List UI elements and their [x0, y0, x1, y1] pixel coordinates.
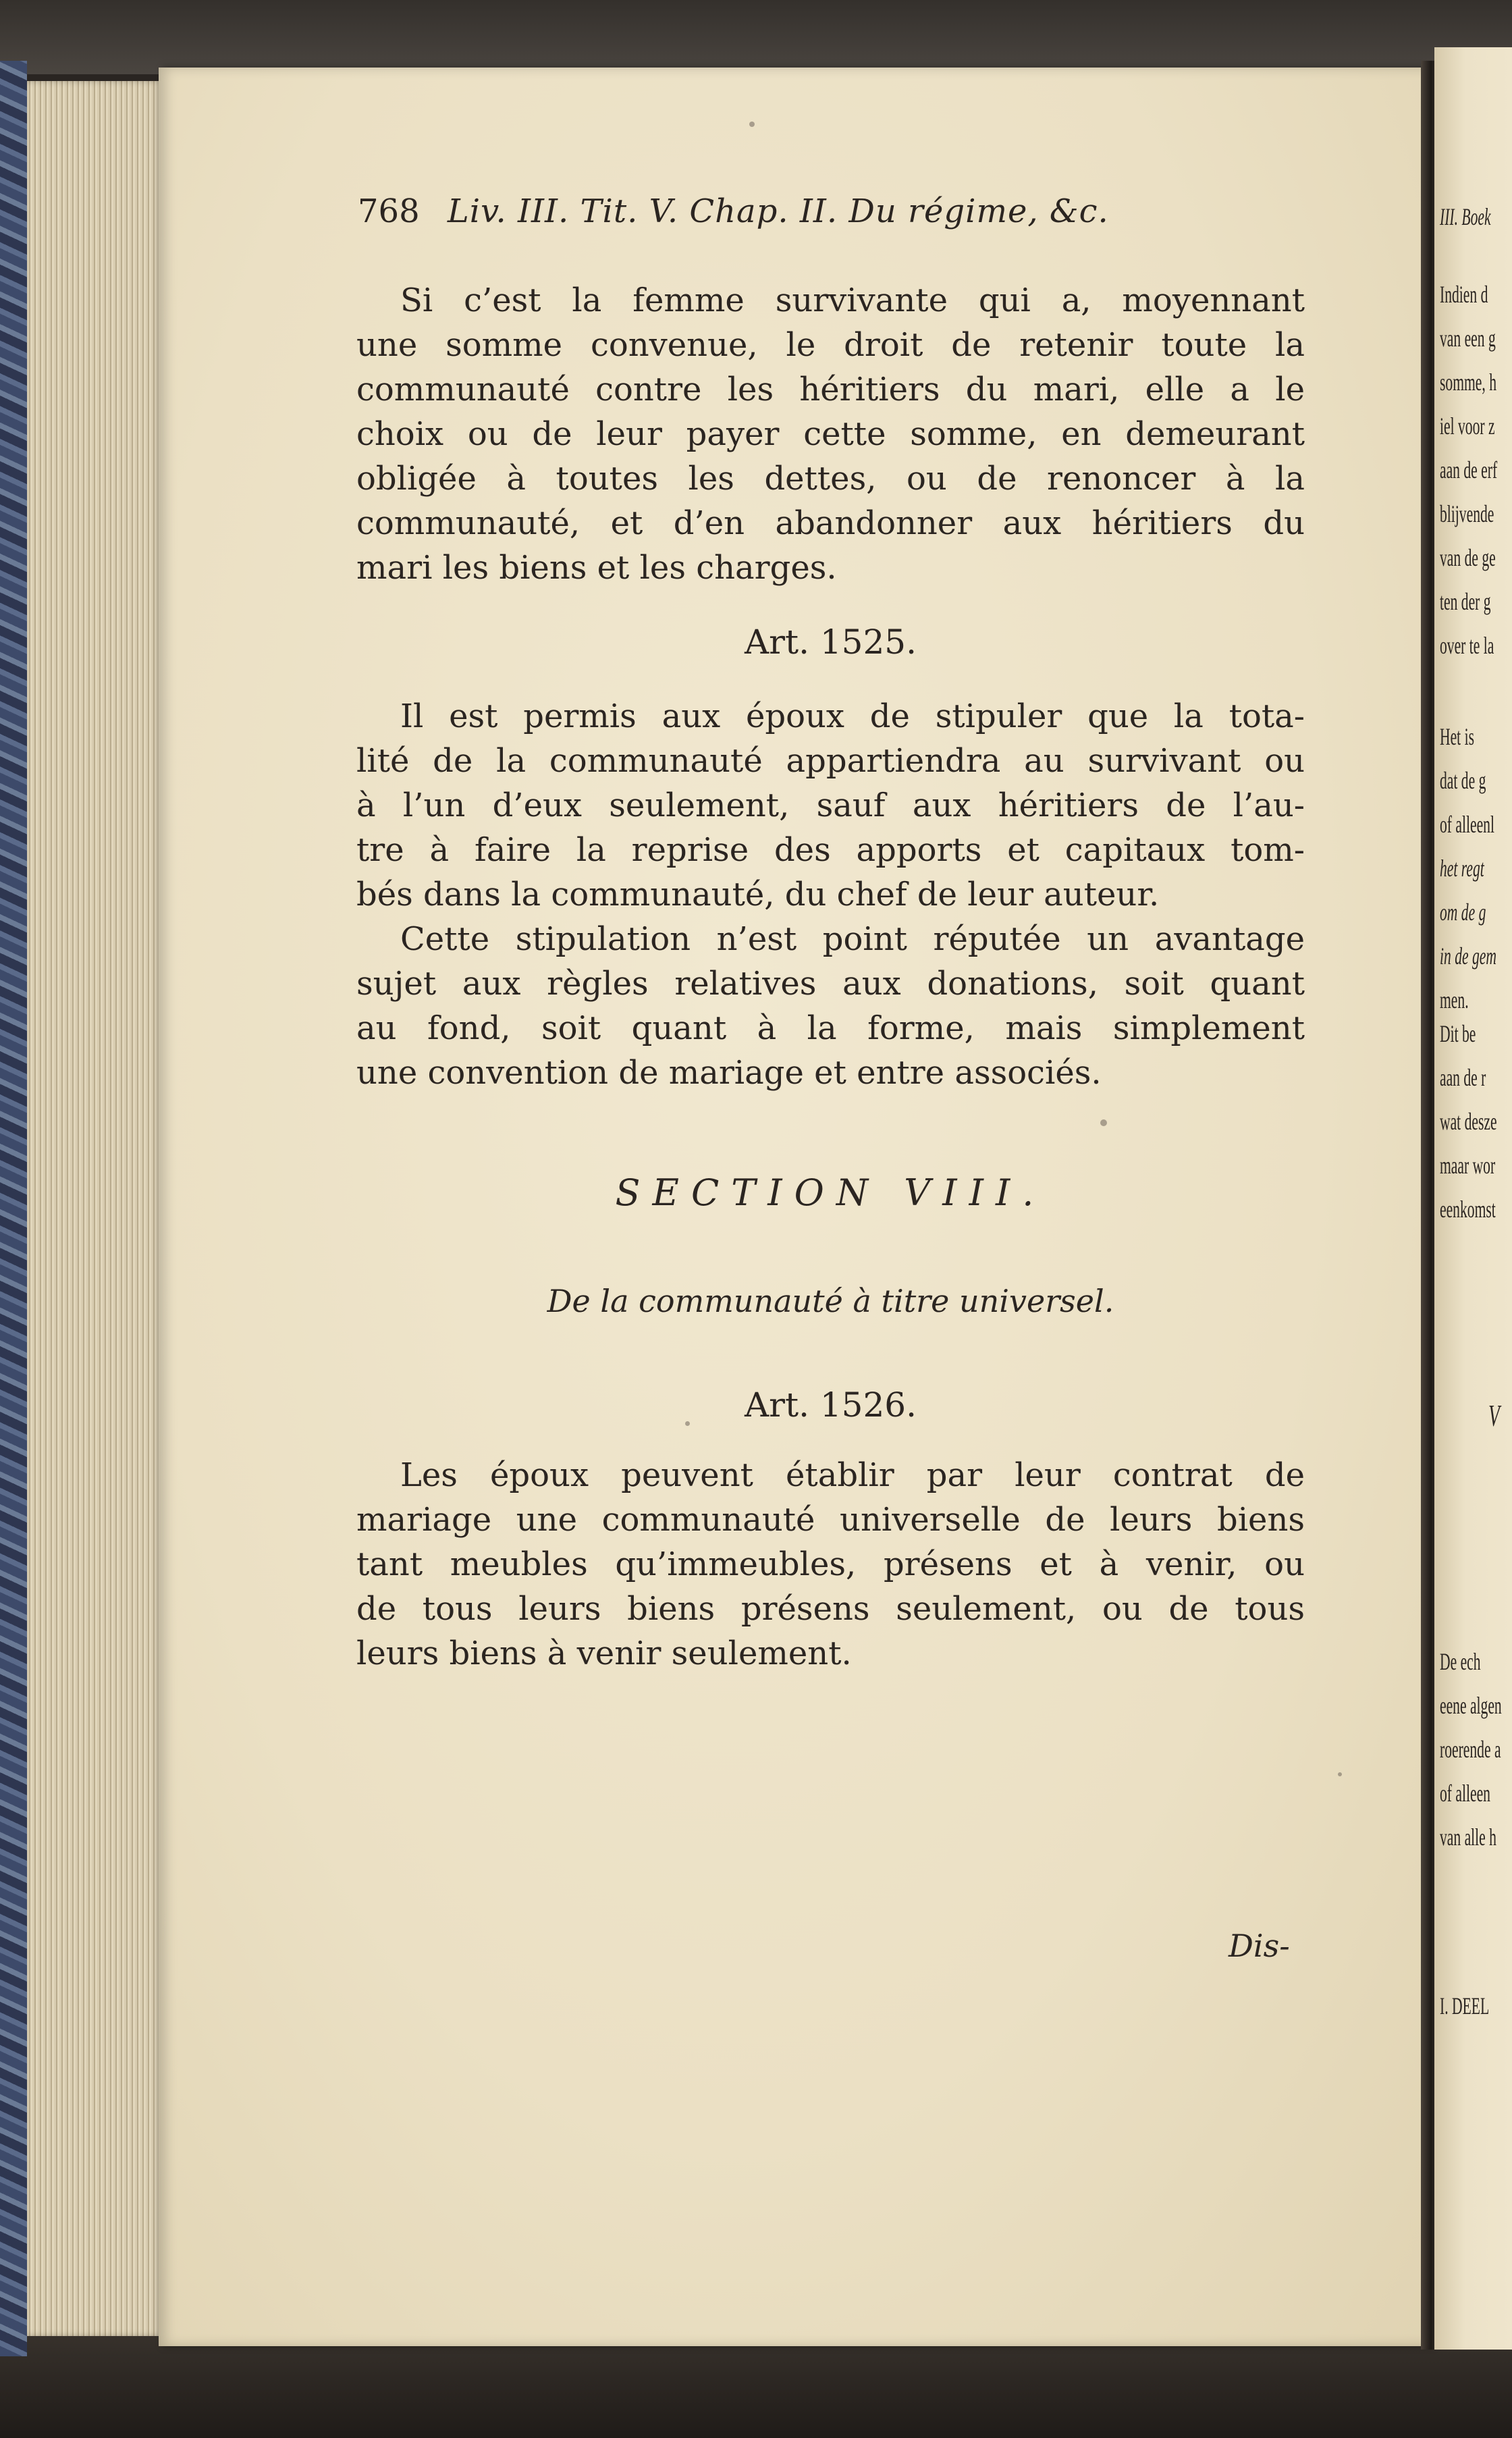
facing-page-line: Indien d: [1440, 281, 1488, 308]
facing-page: [1434, 47, 1512, 2350]
facing-page-line: of alleenl: [1440, 811, 1494, 838]
facing-page-line: maar wor: [1440, 1152, 1496, 1179]
facing-page-line: van de ge: [1440, 544, 1496, 571]
text-line: de tous leurs biens présens seulement, ou de tous: [356, 1590, 1305, 1628]
facing-page-line: wat desze: [1440, 1108, 1497, 1135]
text-line: communauté, et d’en abandonner aux héritiers du: [356, 504, 1305, 542]
facing-page-line: over te la: [1440, 632, 1494, 659]
text-line: Cette stipulation n’est point réputée un avantage: [400, 920, 1305, 958]
text-line: mari les biens et les charges.: [356, 549, 837, 587]
facing-page-header: III. Boek: [1440, 203, 1491, 230]
facing-page-line: in de gem: [1440, 943, 1496, 970]
facing-page-line: men.: [1440, 986, 1469, 1013]
text-line: au fond, soit quant à la forme, mais simplement: [356, 1009, 1305, 1047]
text-line: à l’un d’eux seulement, sauf aux héritiers de l’au-: [356, 787, 1305, 824]
facing-page-line: aan de r: [1440, 1064, 1486, 1091]
facing-page-line: De ech: [1440, 1648, 1481, 1675]
page-number: 768: [358, 192, 420, 230]
text-line: une convention de mariage et entre associés.: [356, 1054, 1102, 1092]
facing-page-line: iel voor z: [1440, 413, 1495, 440]
text-line: communauté contre les héritiers du mari, elle a le: [356, 371, 1305, 408]
text-line: Si c’est la femme survivante qui a, moyennant: [400, 282, 1305, 319]
text-line: obligée à toutes les dettes, ou de renoncer à la: [356, 460, 1305, 498]
text-line: tant meubles qu’immeubles, présens et à venir, ou: [356, 1545, 1305, 1583]
text-line: leurs biens à venir seulement.: [356, 1635, 852, 1672]
page-edges: [27, 81, 162, 2336]
section-title: SECTION VIII.: [615, 1171, 1046, 1214]
paper-speck: [1100, 1119, 1107, 1126]
facing-page-line: van alle h: [1440, 1824, 1496, 1851]
facing-page-line: blijvende: [1440, 500, 1494, 527]
text-line: tre à faire la reprise des apports et capitaux tom-: [356, 831, 1305, 869]
text-line: mariage une communauté universelle de leurs biens: [356, 1501, 1305, 1539]
article-heading: Art. 1525.: [744, 622, 917, 662]
facing-page-line: aan de erf: [1440, 456, 1498, 483]
facing-page-section: V: [1488, 1398, 1500, 1433]
facing-page-line: dat de g: [1440, 767, 1486, 794]
backdrop-top: [0, 0, 1512, 74]
text-line: choix ou de leur payer cette somme, en demeurant: [356, 415, 1305, 453]
text-line: sujet aux règles relatives aux donations, soit quant: [356, 965, 1305, 1003]
catchword: Dis-: [1228, 1928, 1290, 1964]
text-line: Il est permis aux époux de stipuler que la tota-: [400, 697, 1305, 735]
facing-page-line: somme, h: [1440, 369, 1496, 396]
article-heading: Art. 1526.: [744, 1385, 917, 1425]
text-line: bés dans la communauté, du chef de leur auteur.: [356, 876, 1160, 913]
marbled-cover-edge: [0, 61, 27, 2356]
facing-page-line: ten der g: [1440, 588, 1491, 615]
text-line: une somme convenue, le droit de retenir toute la: [356, 326, 1305, 364]
facing-page-line: eenkomst: [1440, 1196, 1496, 1223]
facing-page-line: eene algen: [1440, 1692, 1502, 1719]
facing-page-line: om de g: [1440, 899, 1486, 926]
facing-page-line: Dit be: [1440, 1020, 1476, 1047]
paper-speck: [749, 122, 755, 127]
facing-page-line: van een g: [1440, 325, 1496, 352]
facing-page-footer: I. DEEL: [1440, 1992, 1490, 2019]
paper-speck: [1338, 1772, 1342, 1776]
running-head: [358, 192, 1109, 230]
facing-page-line: of alleen: [1440, 1780, 1490, 1807]
facing-page-line: het regt: [1440, 855, 1484, 882]
text-line: lité de la communauté appartiendra au survivant ou: [356, 742, 1305, 780]
running-head-title: Liv. III. Tit. V. Chap. II. Du régime, &c.: [447, 192, 1109, 230]
text-line: Les époux peuvent établir par leur contrat de: [400, 1456, 1305, 1494]
facing-page-line: roerende a: [1440, 1736, 1501, 1763]
facing-page-line: Het is: [1440, 723, 1474, 750]
section-subtitle: De la communauté à titre universel.: [547, 1283, 1114, 1319]
